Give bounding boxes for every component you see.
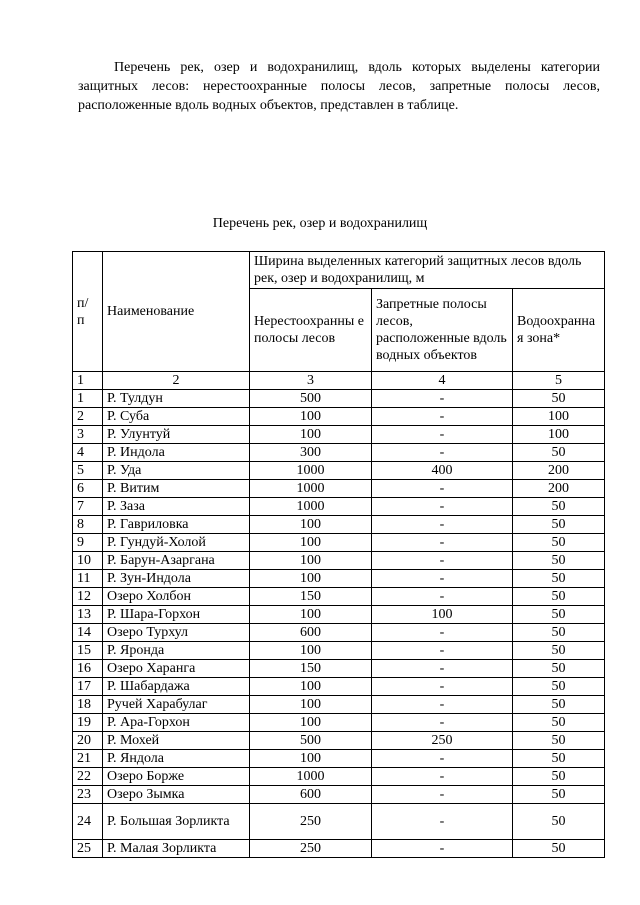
row-spawning-cell: 100 xyxy=(250,642,372,660)
table-caption: Перечень рек, озер и водохранилищ xyxy=(212,216,428,231)
table-row xyxy=(73,444,605,462)
row-forbidden-cell: - xyxy=(372,516,513,534)
row-spawning-cell: 100 xyxy=(250,408,372,426)
row-forbidden-cell: - xyxy=(372,426,513,444)
row-water-zone-cell: 50 xyxy=(513,444,605,462)
header-num: п/ п xyxy=(73,252,103,372)
row-spawning-cell: 150 xyxy=(250,588,372,606)
row-number-cell: 15 xyxy=(73,642,103,660)
row-number-cell: 14 xyxy=(73,624,103,642)
row-spawning-cell: 100 xyxy=(250,426,372,444)
row-spawning-cell: 500 xyxy=(250,732,372,750)
row-name-cell: Р. Гавриловка xyxy=(103,516,250,534)
row-forbidden-cell: - xyxy=(372,570,513,588)
row-spawning-cell: 100 xyxy=(250,696,372,714)
row-spawning-cell: 600 xyxy=(250,786,372,804)
row-name-cell: Р. Яндола xyxy=(103,750,250,768)
table-row xyxy=(73,480,605,498)
row-water-zone-cell: 50 xyxy=(513,552,605,570)
row-number-cell: 9 xyxy=(73,534,103,552)
table-row xyxy=(73,552,605,570)
row-spawning-cell: 500 xyxy=(250,390,372,408)
row-water-zone-cell: 100 xyxy=(513,426,605,444)
row-water-zone-cell: 50 xyxy=(513,642,605,660)
table-row xyxy=(73,390,605,408)
row-number-cell: 11 xyxy=(73,570,103,588)
index-row xyxy=(73,372,605,390)
row-forbidden-cell: - xyxy=(372,678,513,696)
row-forbidden-cell: 250 xyxy=(372,732,513,750)
row-forbidden-cell: - xyxy=(372,498,513,516)
table-row xyxy=(73,750,605,768)
row-water-zone-cell: 50 xyxy=(513,678,605,696)
row-name-cell: Р. Барун-Азаргана xyxy=(103,552,250,570)
row-name-cell: Р. Витим xyxy=(103,480,250,498)
row-water-zone-cell: 50 xyxy=(513,660,605,678)
table-row xyxy=(73,642,605,660)
row-spawning-cell: 100 xyxy=(250,714,372,732)
row-number-cell: 8 xyxy=(73,516,103,534)
row-number-cell: 2 xyxy=(73,408,103,426)
row-number-cell: 20 xyxy=(73,732,103,750)
table-row xyxy=(73,714,605,732)
row-water-zone-cell: 50 xyxy=(513,732,605,750)
row-forbidden-cell: - xyxy=(372,660,513,678)
row-forbidden-cell: - xyxy=(372,642,513,660)
row-water-zone-cell: 50 xyxy=(513,534,605,552)
table-row xyxy=(73,588,605,606)
row-name-cell: Р. Шабардажа xyxy=(103,678,250,696)
row-name-cell: Р. Заза xyxy=(103,498,250,516)
row-spawning-cell: 100 xyxy=(250,570,372,588)
table-row xyxy=(73,840,605,858)
row-forbidden-cell: - xyxy=(372,804,513,840)
row-spawning-cell: 100 xyxy=(250,516,372,534)
row-water-zone-cell: 50 xyxy=(513,498,605,516)
row-name-cell: Р. Тулдун xyxy=(103,390,250,408)
row-name-cell: Р. Большая Зорликта xyxy=(103,804,250,840)
row-name-cell: Озеро Турхул xyxy=(103,624,250,642)
table-row xyxy=(73,678,605,696)
table-row xyxy=(73,768,605,786)
row-spawning-cell: 100 xyxy=(250,606,372,624)
row-spawning-cell: 100 xyxy=(250,552,372,570)
row-forbidden-cell: - xyxy=(372,444,513,462)
table-row xyxy=(73,804,605,840)
row-name-cell: Р. Индола xyxy=(103,444,250,462)
row-name-cell: Р. Ара-Горхон xyxy=(103,714,250,732)
row-spawning-cell: 300 xyxy=(250,444,372,462)
row-water-zone-cell: 50 xyxy=(513,768,605,786)
row-water-zone-cell: 200 xyxy=(513,462,605,480)
table-body xyxy=(73,390,605,858)
row-forbidden-cell: - xyxy=(372,480,513,498)
row-name-cell: Озеро Борже xyxy=(103,768,250,786)
row-number-cell: 24 xyxy=(73,804,103,840)
row-spawning-cell: 1000 xyxy=(250,462,372,480)
row-name-cell: Р. Гундуй-Холой xyxy=(103,534,250,552)
row-forbidden-cell: - xyxy=(372,534,513,552)
row-name-cell: Ручей Харабулаг xyxy=(103,696,250,714)
table-row xyxy=(73,462,605,480)
index-cell: 4 xyxy=(372,372,513,390)
header-width-group: Ширина выделенных категорий защитных лесов вдоль рек, озер и водохранилищ, м xyxy=(250,252,605,289)
row-name-cell: Озеро Харанга xyxy=(103,660,250,678)
row-name-cell: Р. Уда xyxy=(103,462,250,480)
index-cell: 5 xyxy=(513,372,605,390)
index-cell: 3 xyxy=(250,372,372,390)
row-water-zone-cell: 50 xyxy=(513,516,605,534)
row-water-zone-cell: 50 xyxy=(513,696,605,714)
row-water-zone-cell: 50 xyxy=(513,606,605,624)
row-spawning-cell: 250 xyxy=(250,804,372,840)
row-number-cell: 5 xyxy=(73,462,103,480)
row-water-zone-cell: 50 xyxy=(513,714,605,732)
row-number-cell: 7 xyxy=(73,498,103,516)
row-forbidden-cell: - xyxy=(372,750,513,768)
row-spawning-cell: 100 xyxy=(250,678,372,696)
row-spawning-cell: 1000 xyxy=(250,768,372,786)
row-forbidden-cell: - xyxy=(372,390,513,408)
row-number-cell: 4 xyxy=(73,444,103,462)
row-number-cell: 18 xyxy=(73,696,103,714)
row-name-cell: Р. Яронда xyxy=(103,642,250,660)
row-number-cell: 19 xyxy=(73,714,103,732)
row-spawning-cell: 1000 xyxy=(250,480,372,498)
row-spawning-cell: 150 xyxy=(250,660,372,678)
row-number-cell: 23 xyxy=(73,786,103,804)
row-water-zone-cell: 50 xyxy=(513,786,605,804)
row-number-cell: 25 xyxy=(73,840,103,858)
table-row xyxy=(73,606,605,624)
table-row xyxy=(73,408,605,426)
row-forbidden-cell: - xyxy=(372,624,513,642)
row-forbidden-cell: 400 xyxy=(372,462,513,480)
row-number-cell: 22 xyxy=(73,768,103,786)
row-number-cell: 17 xyxy=(73,678,103,696)
row-forbidden-cell: 100 xyxy=(372,606,513,624)
row-spawning-cell: 100 xyxy=(250,750,372,768)
row-name-cell: Р. Мохей xyxy=(103,732,250,750)
row-water-zone-cell: 50 xyxy=(513,570,605,588)
row-forbidden-cell: - xyxy=(372,408,513,426)
row-number-cell: 12 xyxy=(73,588,103,606)
header-name: Наименование xyxy=(103,252,250,372)
row-number-cell: 13 xyxy=(73,606,103,624)
row-water-zone-cell: 200 xyxy=(513,480,605,498)
table-row xyxy=(73,534,605,552)
row-name-cell: Р. Суба xyxy=(103,408,250,426)
table-row xyxy=(73,570,605,588)
row-water-zone-cell: 50 xyxy=(513,588,605,606)
row-water-zone-cell: 50 xyxy=(513,390,605,408)
index-cell: 2 xyxy=(103,372,250,390)
row-number-cell: 3 xyxy=(73,426,103,444)
row-name-cell: Р. Зун-Индола xyxy=(103,570,250,588)
row-name-cell: Озеро Зымка xyxy=(103,786,250,804)
row-forbidden-cell: - xyxy=(372,840,513,858)
row-spawning-cell: 1000 xyxy=(250,498,372,516)
row-forbidden-cell: - xyxy=(372,786,513,804)
row-spawning-cell: 250 xyxy=(250,840,372,858)
row-forbidden-cell: - xyxy=(372,714,513,732)
table-row xyxy=(73,426,605,444)
row-number-cell: 16 xyxy=(73,660,103,678)
intro-text: Перечень рек, озер и водохранилищ, вдоль которых выделены категории защитных лесов: нерестоохранные полосы лесов, запретные полосы лесов, расположенные вдоль водных объектов, представлен в таблице. xyxy=(78,60,600,113)
row-name-cell: Р. Малая Зорликта xyxy=(103,840,250,858)
row-water-zone-cell: 50 xyxy=(513,750,605,768)
row-forbidden-cell: - xyxy=(372,588,513,606)
row-name-cell: Р. Шара-Горхон xyxy=(103,606,250,624)
table-row xyxy=(73,516,605,534)
table-row xyxy=(73,696,605,714)
row-water-zone-cell: 100 xyxy=(513,408,605,426)
table-row xyxy=(73,732,605,750)
row-name-cell: Озеро Холбон xyxy=(103,588,250,606)
row-number-cell: 21 xyxy=(73,750,103,768)
row-name-cell: Р. Улунтуй xyxy=(103,426,250,444)
header-spawning: Нерестоохранны е полосы лесов xyxy=(250,289,372,372)
row-number-cell: 10 xyxy=(73,552,103,570)
row-water-zone-cell: 50 xyxy=(513,624,605,642)
row-water-zone-cell: 50 xyxy=(513,804,605,840)
index-cell: 1 xyxy=(73,372,103,390)
row-number-cell: 1 xyxy=(73,390,103,408)
row-forbidden-cell: - xyxy=(372,696,513,714)
table-row xyxy=(73,498,605,516)
header-water-zone: Водоохранна я зона* xyxy=(513,289,605,372)
row-spawning-cell: 100 xyxy=(250,534,372,552)
row-forbidden-cell: - xyxy=(372,552,513,570)
row-forbidden-cell: - xyxy=(372,768,513,786)
row-spawning-cell: 600 xyxy=(250,624,372,642)
table-row xyxy=(73,624,605,642)
table-row xyxy=(73,786,605,804)
row-number-cell: 6 xyxy=(73,480,103,498)
row-water-zone-cell: 50 xyxy=(513,840,605,858)
table-row xyxy=(73,660,605,678)
rivers-table xyxy=(72,251,605,858)
header-forbidden: Запретные полосы лесов, расположенные вдоль водных объектов xyxy=(372,289,513,372)
intro-paragraph xyxy=(78,58,600,115)
